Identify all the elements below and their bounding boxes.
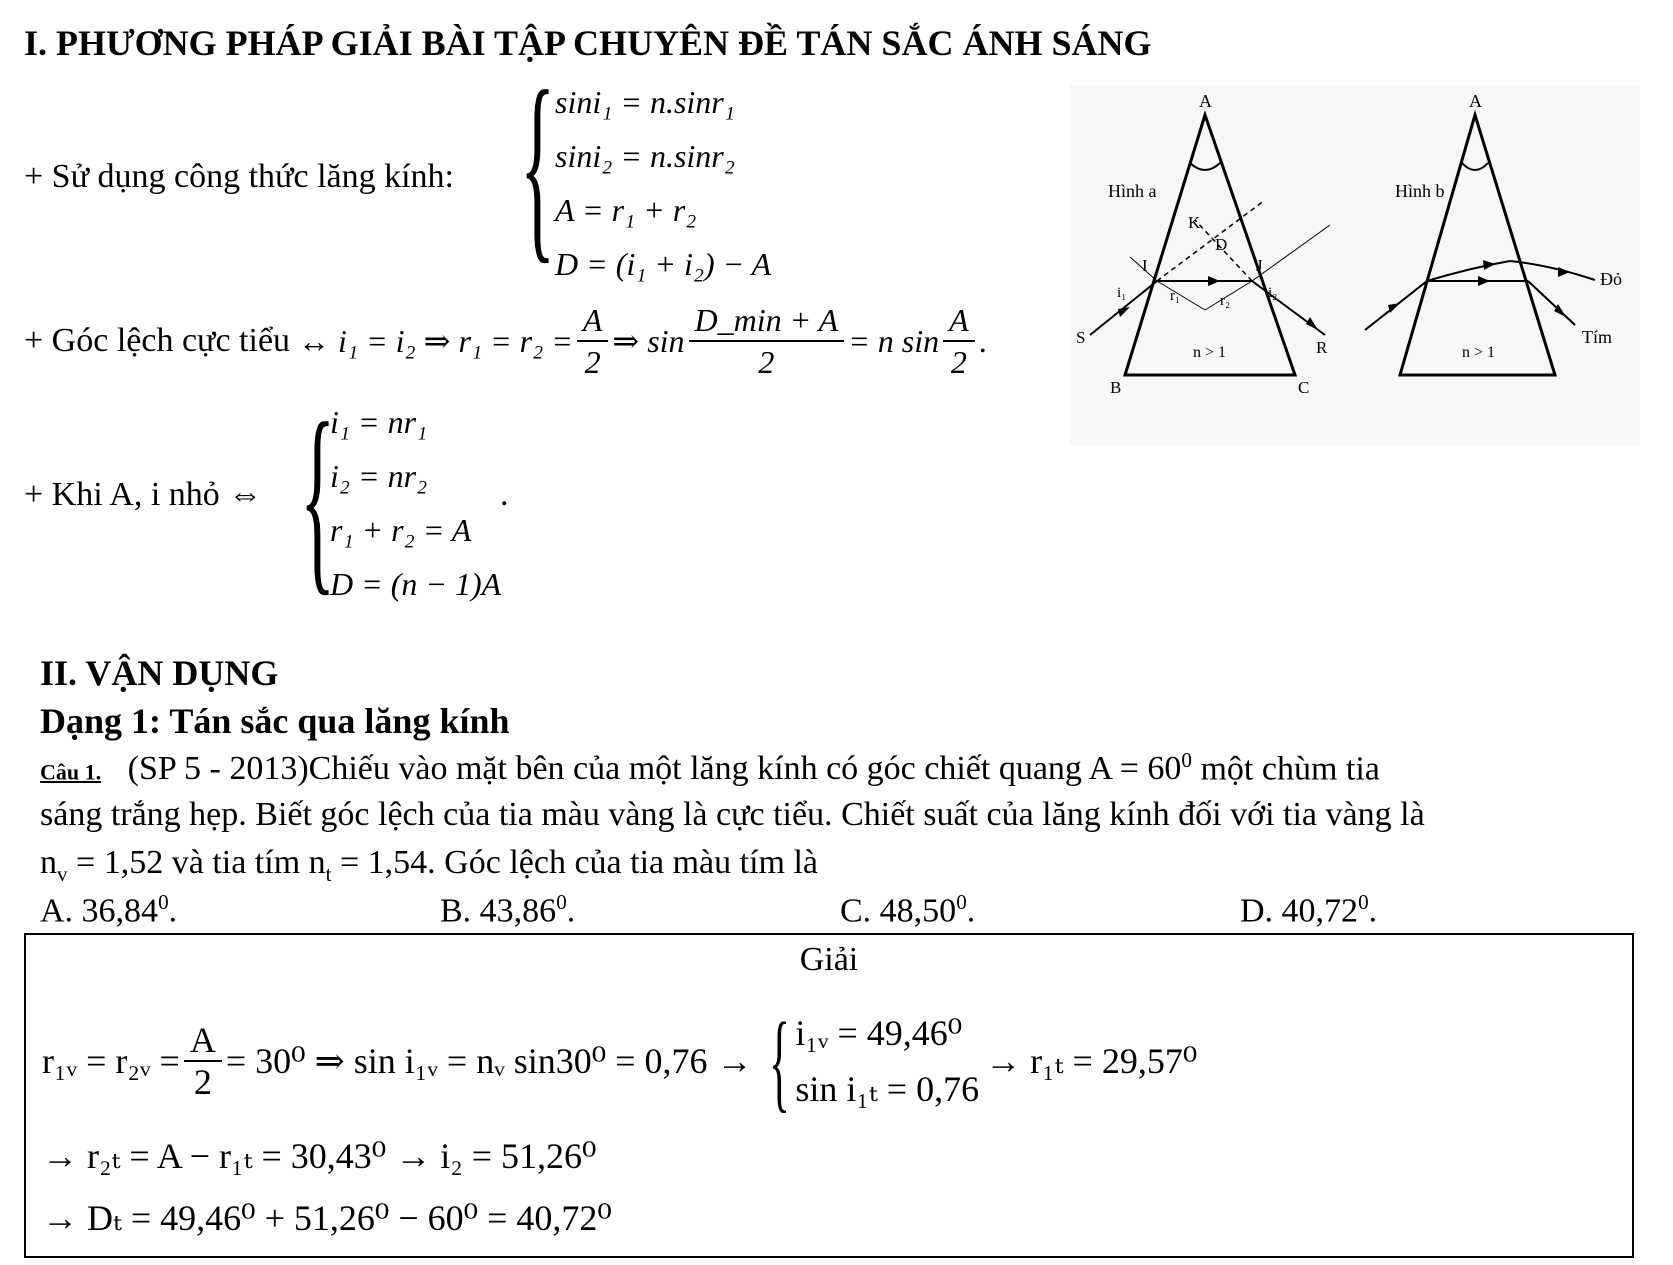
question-line-2: sáng trắng hẹp. Biết góc lệch của tia màu vàng là cực tiểu. Chiết suất của lăng kính đối với tia vàng là: [40, 796, 1425, 833]
sol-brace: {: [768, 1000, 790, 1122]
option-a-end: .: [168, 892, 178, 930]
label-n-a: n > 1: [1193, 344, 1227, 361]
figure-background: [1070, 85, 1640, 445]
sol-frac-den: 2: [193, 1062, 212, 1102]
q3-sub-t: t: [325, 861, 332, 886]
label-do: Đỏ: [1600, 269, 1622, 289]
solution-line-1: [42, 1000, 1198, 1122]
option-d-sup: 0: [1358, 890, 1369, 914]
question-sup-1: 0: [1181, 748, 1192, 772]
question-line-1: [40, 748, 1380, 788]
min-dev-frac1: [577, 300, 609, 382]
option-d-value: D. 40,72: [1240, 892, 1359, 930]
min-dev-part3: = n sin: [848, 322, 940, 359]
label-r1: r₁: [1170, 288, 1181, 304]
option-c-sup: 0: [956, 890, 967, 914]
option-b-value: B. 43,86: [440, 892, 557, 930]
small-end: .: [500, 476, 509, 513]
section-2-title: II. VẬN DỤNG: [40, 653, 279, 693]
option-a-sup: 0: [158, 890, 169, 914]
option-b[interactable]: [440, 890, 575, 930]
min-deviation-label: + Góc lệch cực tiểu: [24, 322, 291, 359]
min-dev-part2: ⇒ sin: [612, 323, 685, 359]
option-b-sup: 0: [556, 890, 567, 914]
min-dev-part1: ↔ i₁ = i₂ ⇒ r₁ = r₂ =: [298, 323, 573, 359]
sol-l1-left: r₁ᵥ = r₂ᵥ =: [42, 1041, 180, 1081]
option-a[interactable]: [40, 890, 177, 930]
q3-end: = 1,54. Góc lệch của tia màu tím là: [331, 844, 819, 881]
small-brace: {: [300, 381, 336, 613]
min-dev-end: .: [978, 322, 987, 359]
sol-l1-right: → r₁ₜ = 29,57⁰: [985, 1041, 1198, 1081]
min-dev-frac2: [689, 300, 845, 382]
solution-heading: Giải: [799, 941, 859, 978]
sol-system: [795, 1005, 979, 1117]
label-d: D: [1215, 235, 1228, 254]
label-a-apex: A: [1199, 91, 1212, 111]
question-line-3: [40, 844, 818, 887]
small-eq-4: D = (n − 1)A: [330, 566, 502, 602]
sol-frac-num: A: [184, 1020, 222, 1062]
option-a-value: A. 36,84: [40, 892, 159, 930]
prism-eq-4: D = (i₁ + i₂) − A: [555, 246, 772, 282]
sol-l1-frac: [184, 1020, 222, 1102]
solution-box: [24, 933, 1634, 1258]
prism-formula-label: + Sử dụng công thức lăng kính:: [24, 158, 454, 195]
label-i2: i₂: [1268, 285, 1278, 301]
option-d-end: .: [1368, 892, 1378, 930]
frac1-den: 2: [584, 344, 601, 380]
question-text-1a: (SP 5 - 2013)Chiếu vào mặt bên của một lăng kính có góc chiết quang A = 60: [127, 750, 1182, 788]
question-number: Câu 1.: [40, 759, 102, 785]
small-eq-2: i₂ = nr₂: [330, 458, 428, 494]
min-deviation-line: [24, 300, 987, 382]
prism-eq-1: sini₁ = n.sinr₁: [555, 84, 735, 120]
option-c-end: .: [966, 892, 976, 930]
label-hinh-a: Hình a: [1108, 181, 1157, 201]
label-tim: Tím: [1582, 327, 1612, 347]
prism-eq-2: sini₂ = n.sinr₂: [555, 138, 735, 174]
sol-l1-mid: = 30⁰ ⇒ sin i₁ᵥ = nᵥ sin30⁰ = 0,76 →: [225, 1041, 753, 1081]
frac1-num: A: [577, 300, 609, 342]
label-i1: i₁: [1117, 285, 1127, 301]
small-eq-1: i₁ = nr₁: [330, 404, 428, 440]
label-i: I: [1142, 256, 1148, 275]
question-text-1b: một chùm tia: [1191, 750, 1380, 788]
small-angle-label: + Khi A, i nhỏ ⇔: [24, 476, 263, 513]
label-b-apex: A: [1469, 91, 1482, 111]
prism-figure: [1070, 85, 1640, 445]
prism-brace: {: [520, 49, 556, 281]
min-dev-frac3: [943, 300, 975, 382]
label-n-b: n > 1: [1462, 344, 1496, 361]
label-hinh-b: Hình b: [1395, 181, 1445, 201]
prism-equations: [555, 75, 771, 291]
small-eq-3: r₁ + r₂ = A: [330, 512, 472, 548]
frac3-den: 2: [950, 344, 967, 380]
label-s: S: [1076, 328, 1086, 347]
section-1-title: I. PHƯƠNG PHÁP GIẢI BÀI TẬP CHUYÊN ĐỀ TÁN SẮC ÁNH SÁNG: [24, 23, 1152, 63]
label-j: J: [1256, 256, 1263, 275]
solution-line-2: → r₂ₜ = A − r₁ₜ = 30,43⁰ → i₂ = 51,26⁰: [42, 1136, 597, 1176]
solution-line-3: → Dₜ = 49,46⁰ + 51,26⁰ − 60⁰ = 40,72⁰: [42, 1198, 612, 1238]
option-c-value: C. 48,50: [840, 892, 957, 930]
sol-sys-2: sin i₁ₜ = 0,76: [795, 1069, 980, 1109]
option-b-end: .: [566, 892, 576, 930]
q3-n: n: [40, 844, 57, 881]
label-r: R: [1316, 338, 1328, 357]
prism-eq-3: A = r₁ + r₂: [555, 192, 697, 228]
frac2-num: D_min + A: [689, 300, 845, 342]
small-equations: [330, 395, 501, 611]
option-c[interactable]: [840, 890, 975, 930]
frac2-den: 2: [758, 344, 775, 380]
q3-mid: = 1,52 và tia tím n: [67, 844, 326, 881]
q3-sub-v: v: [57, 861, 68, 886]
label-k: K: [1188, 213, 1201, 232]
label-b: B: [1110, 378, 1122, 397]
sol-sys-1: i₁ᵥ = 49,46⁰: [795, 1013, 963, 1053]
frac3-num: A: [943, 300, 975, 342]
section-2-subtitle: Dạng 1: Tán sắc qua lăng kính: [40, 701, 510, 741]
option-d[interactable]: [1240, 890, 1377, 930]
label-r2: r₂: [1220, 293, 1231, 309]
label-c: C: [1298, 378, 1310, 397]
